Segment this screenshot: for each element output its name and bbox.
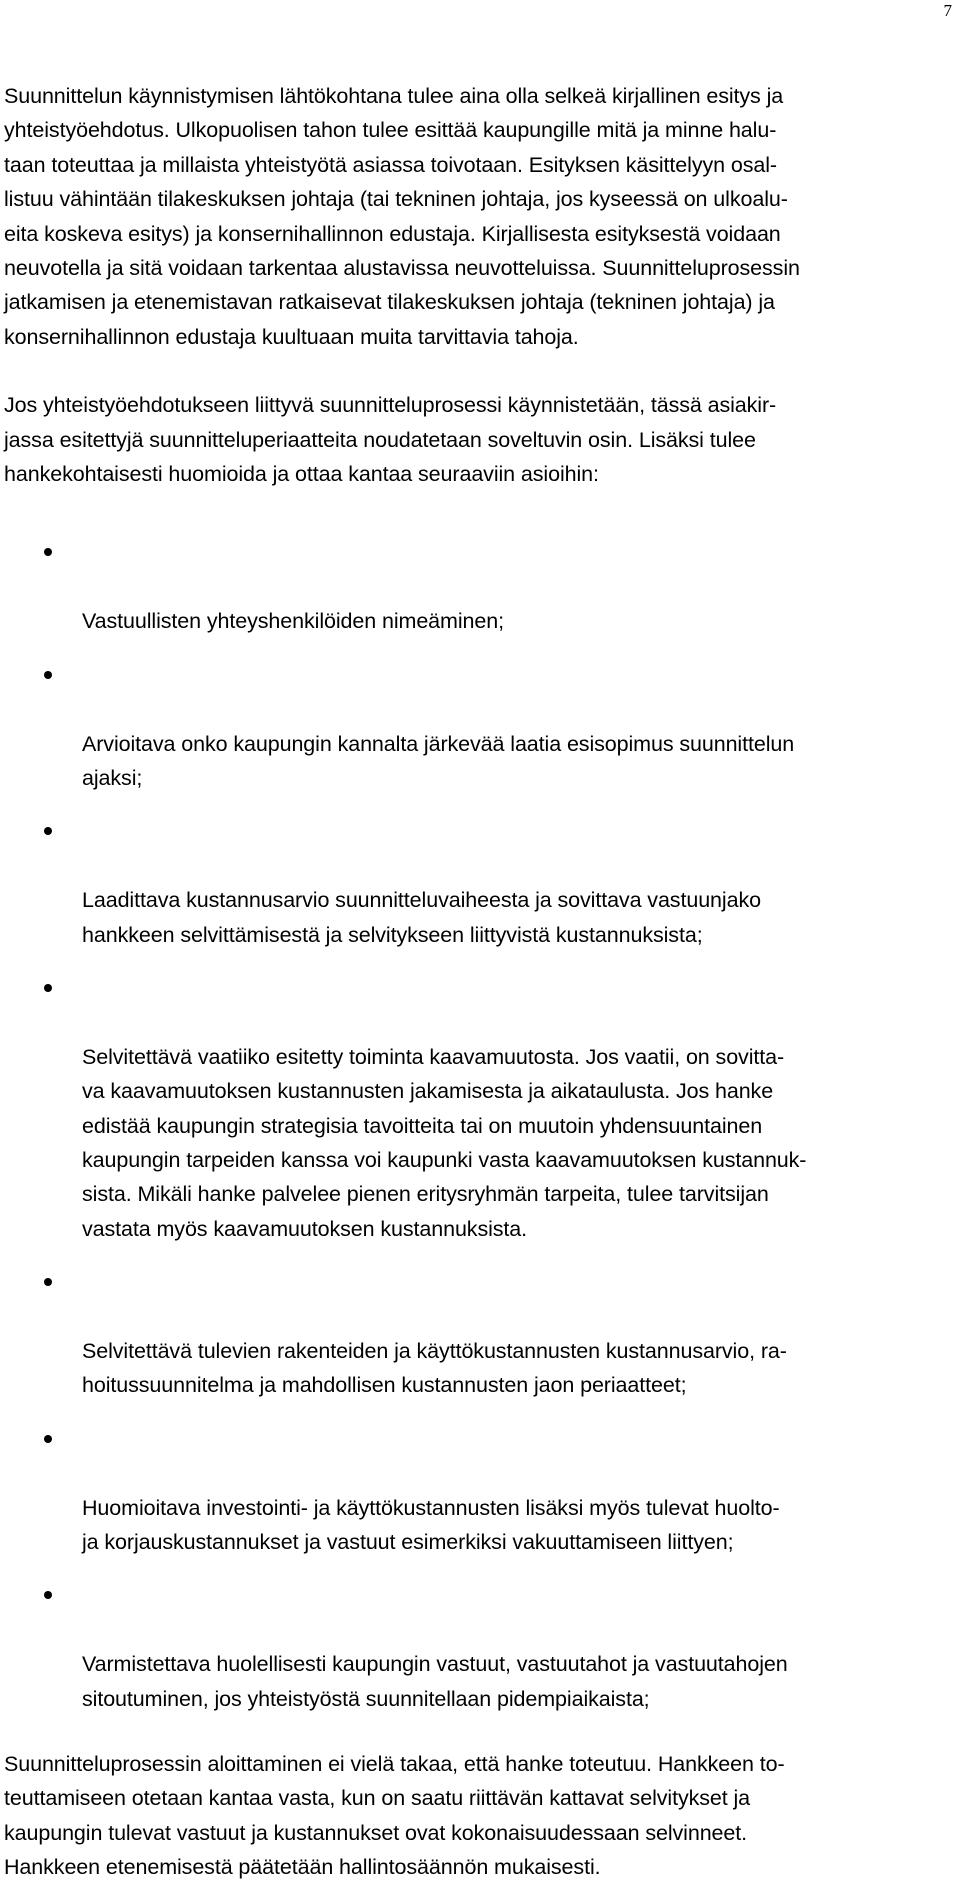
intro-paragraph: Suunnittelun käynnistymisen lähtökohtana tulee aina olla selkeä kirjallinen esitys ja yhteistyöehdotus. Ulkopuolisen tahon tulee esittää kaupungille mitä ja minne halu- taan toteuttaa ja millaista yhteistyötä asiassa toivotaan. Esityksen käsittelyyn osal- listuu vähintään tilakeskuksen johtaja (tai tekninen johtaja, jos kyseessä on ulkoalu- eita koskeva esitys) ja konsernihallinnon edustaja. Kirjallisesta esityksestä voidaan neuvotella ja sitä voidaan tarkentaa alustavissa neuvotteluissa. Suunnitteluprosessin jatkamisen ja etenemistavan ratkaisevat tilakeskuksen johtaja (tekninen johtaja) ja konsernihallinnon edustaja kuultuaan muita tarvittavia tahoja. [4, 84, 800, 349]
list-item-text: Laadittava kustannusarvio suunnitteluvaiheesta ja sovittava vastuunjako hankkeen selvittämisestä ja selvitykseen liittyvistä kustannuksista; [82, 888, 761, 947]
document-body [4, 79, 950, 1885]
list-item-text: Selvitettävä vaatiiko esitetty toiminta kaavamuutosta. Jos vaatii, on sovitta- va kaavamuutoksen kustannusten jakamisesta ja aikataulusta. Jos hanke edistää kaupungin strategisia tavoitteita tai on muutoin yhdensuuntainen kaupungin tarpeiden kanssa voi kaupunki vasta kaavamuutoksen kustannuk- sista. Mikäli hanke palvelee pienen eritysryhmän tarpeita, tulee tarvitsijan vastata myös kaavamuutoksen kustannuksista. [82, 1044, 807, 1241]
bullet-icon [44, 1591, 52, 1599]
page-number: 7 [943, 1, 952, 20]
cooperation-paragraph: Jos yhteistyöehdotukseen liittyvä suunnitteluprosessi käynnistetään, tässä asiakir- jassa esitettyjä suunnitteluperiaatteita noudatetaan soveltuvin osin. Lisäksi tulee hankekohtaisesti huomioida ja ottaa kantaa seuraaviin asioihin: [4, 393, 777, 487]
bullet-icon [44, 1435, 52, 1443]
list-item [4, 535, 950, 638]
list-item [4, 1422, 950, 1560]
list-item [4, 658, 950, 796]
list-item-text: Huomioitava investointi- ja käyttökustannusten lisäksi myös tulevat huolto- ja korjauskustannukset ja vastuut esimerkiksi vakuuttamiseen liittyen; [82, 1495, 780, 1555]
closing-paragraph: Suunnitteluprosessin aloittaminen ei vielä takaa, että hanke toteutuu. Hankkeen to- teuttamiseen otetaan kantaa vasta, kun on saatu riittävän kattavat selvitykset ja kaupungin tulevat vastuut ja kustannukset ovat kokonaisuudessaan selvinneet. Hankkeen etenemisestä päätetään hallintosäännön mukaisesti. [4, 1752, 785, 1880]
list-item-text: Varmistettava huolellisesti kaupungin vastuut, vastuutahot ja vastuutahojen sitoutuminen, jos yhteistyöstä suunnitellaan pidempiaikaista; [82, 1652, 788, 1711]
list-item [4, 1578, 950, 1716]
list-item-text: Selvitettävä tulevien rakenteiden ja käyttökustannusten kustannusarvio, ra- hoitussuunnitelma ja mahdollisen kustannusten jaon periaatteet; [82, 1339, 787, 1398]
list-item-text: Vastuullisten yhteyshenkilöiden nimeäminen; [82, 609, 504, 634]
bullet-icon [44, 984, 52, 992]
considerations-list [4, 535, 950, 1716]
list-item-text: Arvioitava onko kaupungin kannalta järkevää laatia esisopimus suunnittelun ajaksi; [82, 731, 795, 790]
list-item [4, 814, 950, 952]
bullet-icon [44, 671, 52, 679]
bullet-icon [44, 827, 52, 835]
bullet-icon [44, 548, 52, 556]
bullet-icon [44, 1278, 52, 1286]
list-item [4, 971, 950, 1246]
list-item [4, 1265, 950, 1403]
